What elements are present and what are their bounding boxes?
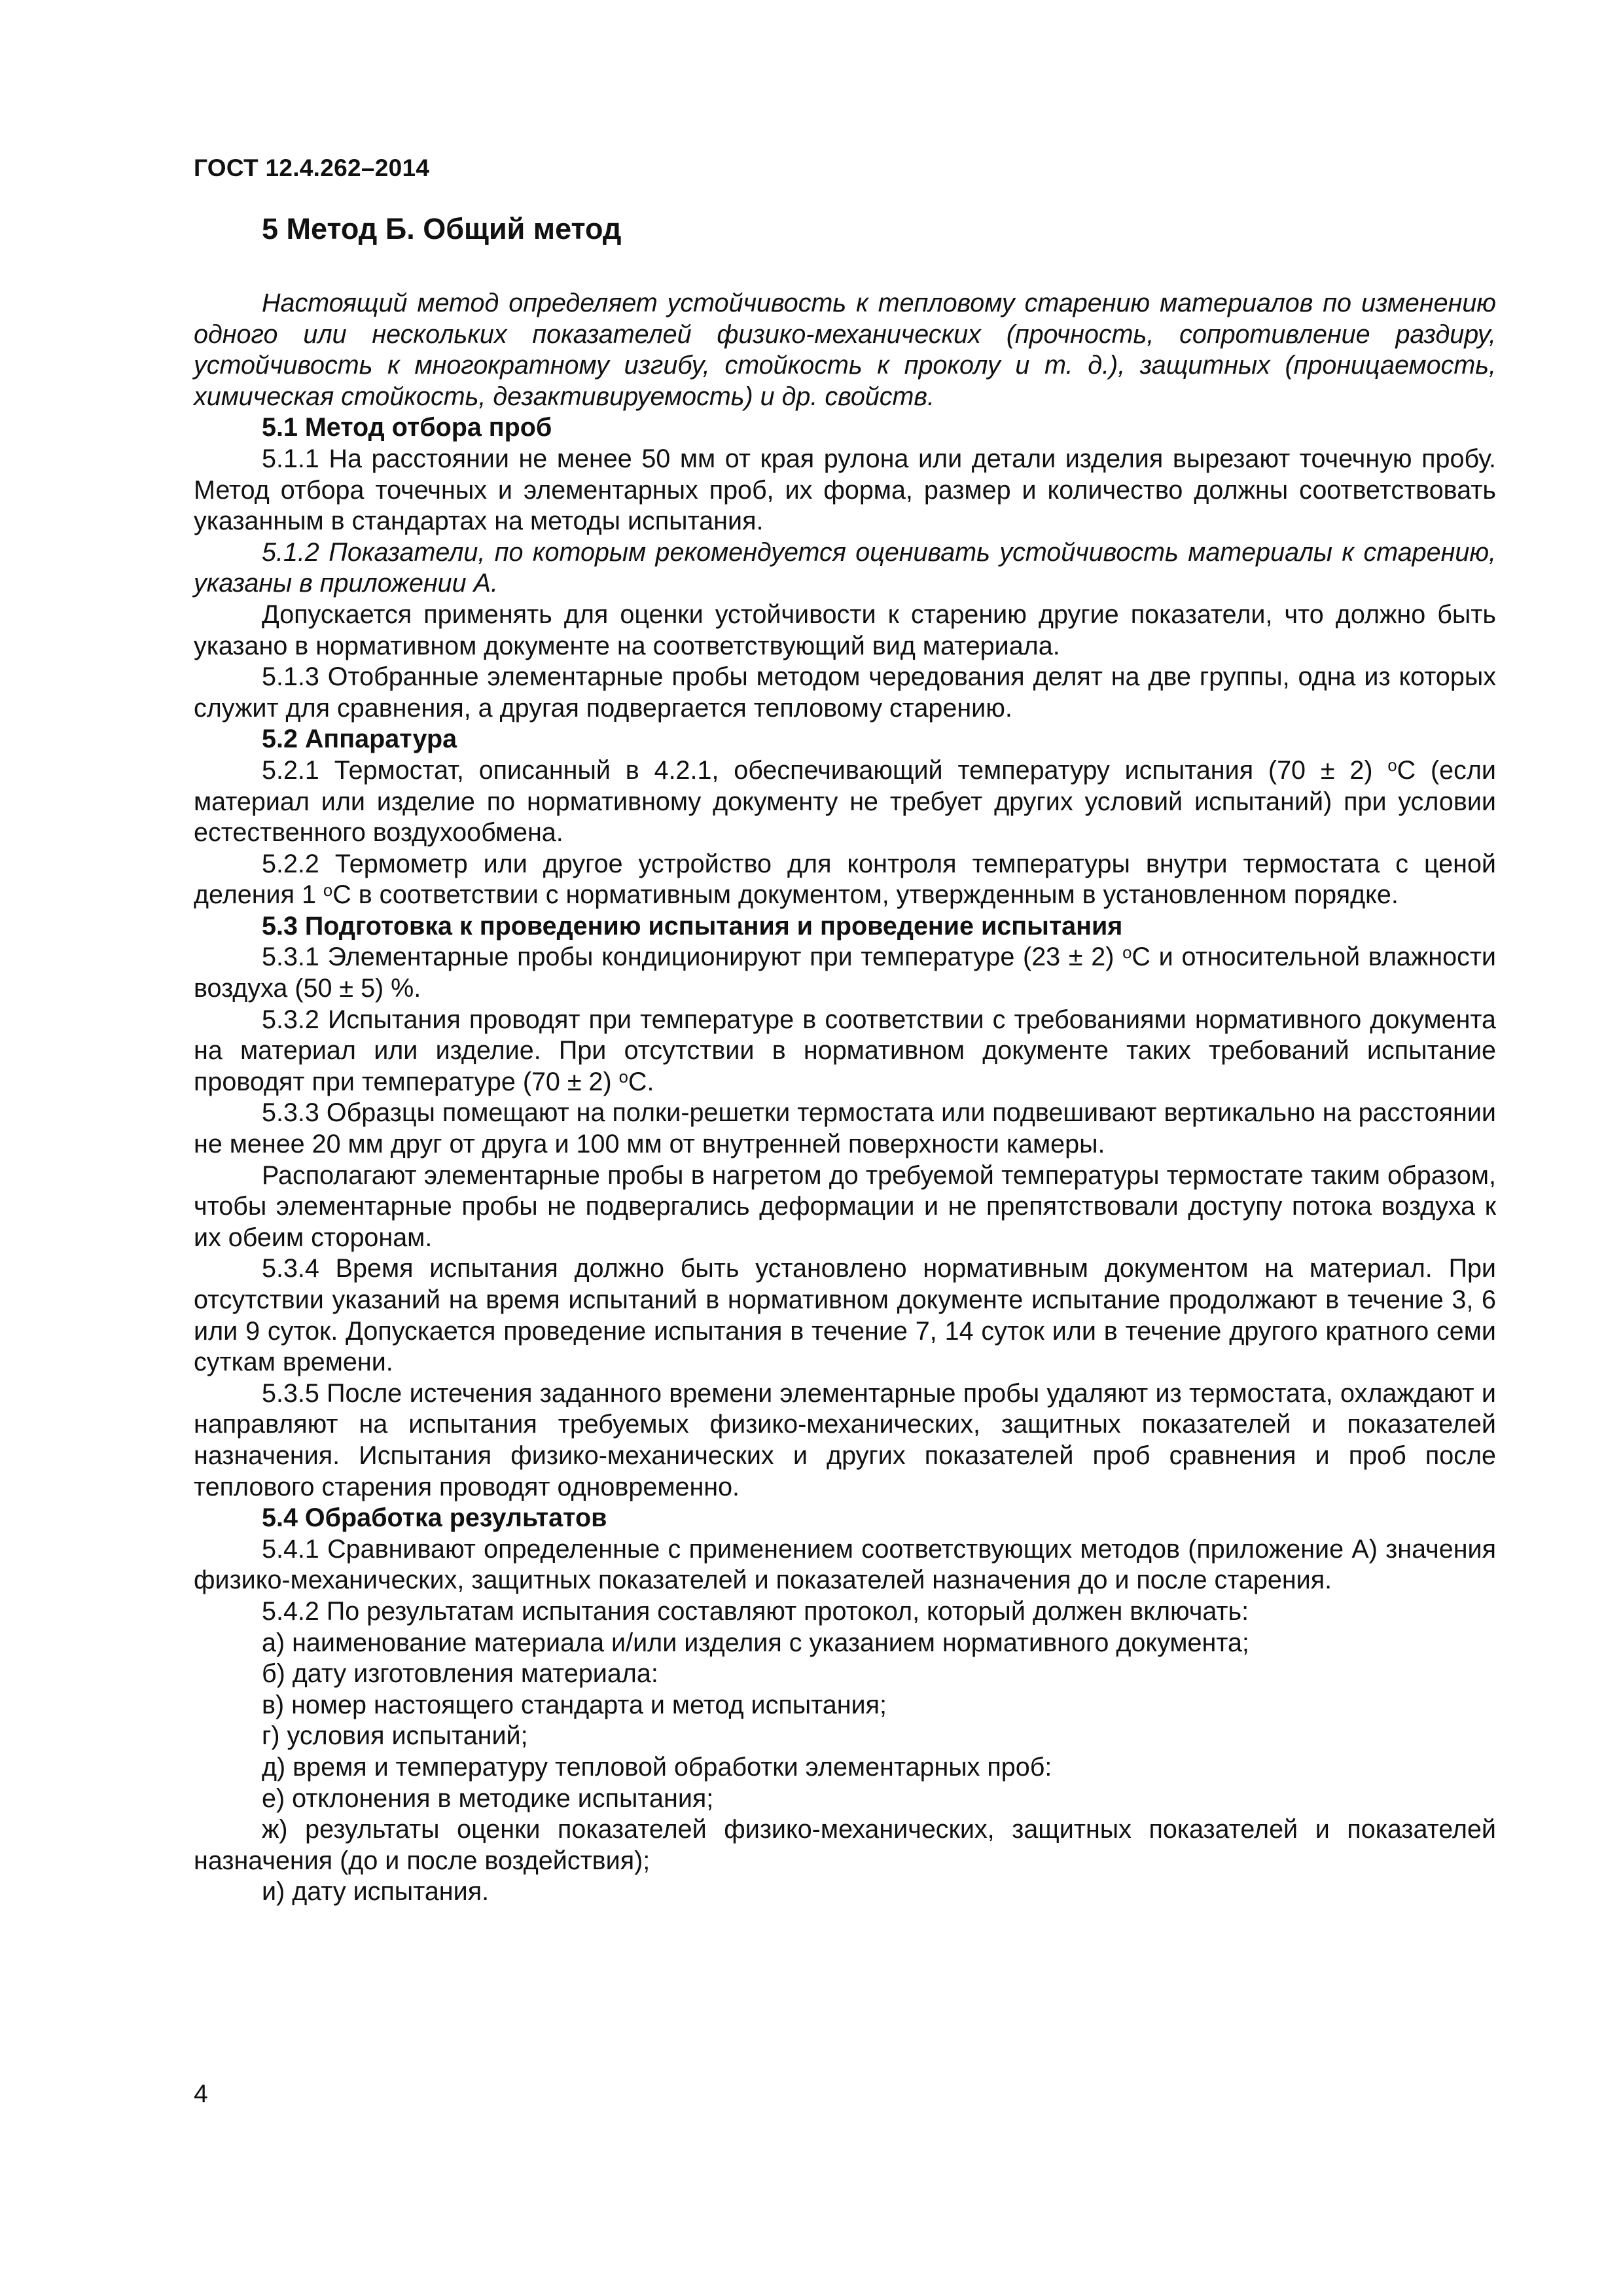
paragraph-5-3-1-end: C и относительной влажности воздуха (50 ± 5) %. — [194, 942, 1496, 1003]
paragraph-5-3-1 — [194, 942, 1496, 1004]
list-item: и) дату испытания. — [262, 1877, 490, 1907]
subsection-title-5-1: 5.1 Метод отбора проб — [262, 413, 552, 442]
paragraph-5-3-3: 5.3.3 Образцы помещают на полки-решетки термостата или подвешивают вертикально на расстоянии не менее 20 мм друг от друга и 100 мм от внутренней поверхности камеры. — [194, 1098, 1496, 1159]
list-item: б) дату изготовления материала: — [262, 1659, 658, 1689]
subsection-title-5-3: 5.3 Подготовка к проведению испытания и проведение испытания — [262, 911, 1123, 941]
paragraph-5-1-3: 5.1.3 Отобранные элементарные пробы методом чередования делят на две группы, одна из которых служит для сравнения, а другая подвергается тепловому старению. — [194, 662, 1496, 723]
paragraph-5-2-1-start: 5.2.1 Термостат, описанный в 4.2.1, обеспечивающий температуру испытания (70 ± 2) — [262, 755, 1388, 785]
degree-sign: o — [323, 881, 333, 900]
paragraph-5-3-2-end: C. — [628, 1067, 654, 1096]
document-body — [194, 211, 1496, 1908]
paragraph-allowed-indicators: Допускается применять для оценки устойчивости к старению другие показатели, что должно быть указано в нормативном документе на соответствующий вид материала. — [194, 600, 1496, 660]
section-title: 5 Метод Б. Общий метод — [262, 212, 622, 245]
paragraph-5-2-2-end: C в соответствии с нормативным документом, утвержденным в установленном порядке. — [332, 880, 1399, 910]
paragraph-5-3-5: 5.3.5 После истечения заданного времени элементарные пробы удаляют из термостата, охлаждают и направляют на испытания требуемых физико-механических, защитных показателей и показателей назначения. Испытания физико-механических и других показателей проб сравнения и проб после теплового старения проводят одновременно. — [194, 1378, 1496, 1501]
paragraph-5-2-1 — [194, 755, 1496, 849]
list-item: ж) результаты оценки показателей физико-механических, защитных показателей и показателей назначения (до и после воздействия); — [194, 1815, 1496, 1875]
section-intro: Настоящий метод определяет устойчивость к тепловому старению материалов по изменению одного или нескольких показателей физико-механических (прочность, сопротивление раздиру, устойчивость к многократному изгибу, стойкость к проколу и т. д.), защитных (проницаемость, химическая стойкость, дезактивируемость) и др. свойств. — [194, 289, 1496, 411]
paragraph-5-1-1: 5.1.1 На расстоянии не менее 50 мм от края рулона или детали изделия вырезают точечную пробу. Метод отбора точечных и элементарных проб, их форма, размер и количество должны соответствовать указанным в стандартах на методы испытания. — [194, 444, 1496, 536]
list-item: а) наименование материала и/или изделия с указанием нормативного документа; — [262, 1628, 1249, 1657]
degree-sign: o — [1387, 757, 1397, 776]
paragraph-5-2-2 — [194, 849, 1496, 911]
subsection-title-5-2: 5.2 Аппаратура — [262, 725, 457, 754]
list-item: г) условия испытаний; — [262, 1721, 528, 1751]
subsection-title-5-4: 5.4 Обработка результатов — [262, 1503, 607, 1533]
paragraph-placement: Располагают элементарные пробы в нагретом до требуемой температуры термостате таким образом, чтобы элементарные пробы не подвергались деформации и не препятствовали доступу потока воздуха к их обеим сторонам. — [194, 1160, 1496, 1252]
list-item: д) время и температуру тепловой обработки элементарных проб: — [262, 1752, 1052, 1782]
paragraph-5-4-2: 5.4.2 По результатам испытания составляют протокол, который должен включать: — [262, 1596, 1249, 1626]
paragraph-5-3-2-start: 5.3.2 Испытания проводят при температуре в соответствии с требованиями нормативного документа на материал или изделие. При отсутствии в нормативном документе таких требований испытание проводят при температуре (70 ± 2) — [194, 1005, 1496, 1096]
list-item: в) номер настоящего стандарта и метод испытания; — [262, 1690, 887, 1719]
degree-sign: o — [618, 1068, 628, 1087]
degree-sign: o — [1122, 943, 1132, 962]
page-number: 4 — [194, 2080, 208, 2108]
paragraph-5-4-1: 5.4.1 Сравнивают определенные с применением соответствующих методов (приложение А) значения физико-механических, защитных показателей и показателей назначения до и после старения. — [194, 1534, 1496, 1595]
paragraph-5-1-2: 5.1.2 Показатели, по которым рекомендуется оценивать устойчивость материалы к старению, указаны в приложении А. — [194, 537, 1496, 598]
document-code: ГОСТ 12.4.262–2014 — [194, 154, 430, 181]
paragraph-5-2-1-end: C (если материал или изделие по нормативному документу не требует других условий испытаний) при условии естественного воздухообмена. — [194, 755, 1496, 848]
paragraph-5-3-1-start: 5.3.1 Элементарные пробы кондиционируют при температуре (23 ± 2) — [262, 942, 1123, 972]
paragraph-5-3-2 — [194, 1005, 1496, 1098]
paragraph-5-2-2-start: 5.2.2 Термометр или другое устройство для контроля температуры внутри термостата с ценой деления 1 — [194, 849, 1496, 910]
list-item: е) отклонения в методике испытания; — [262, 1784, 714, 1813]
paragraph-5-3-4: 5.3.4 Время испытания должно быть установлено нормативным документом на материал. При отсутствии указаний на время испытаний в нормативном документе испытание продолжают в течение 3, 6 или 9 суток. Допускается проведение испытания в течение 7, 14 суток или в течение другого кратного семи суткам времени. — [194, 1254, 1496, 1377]
